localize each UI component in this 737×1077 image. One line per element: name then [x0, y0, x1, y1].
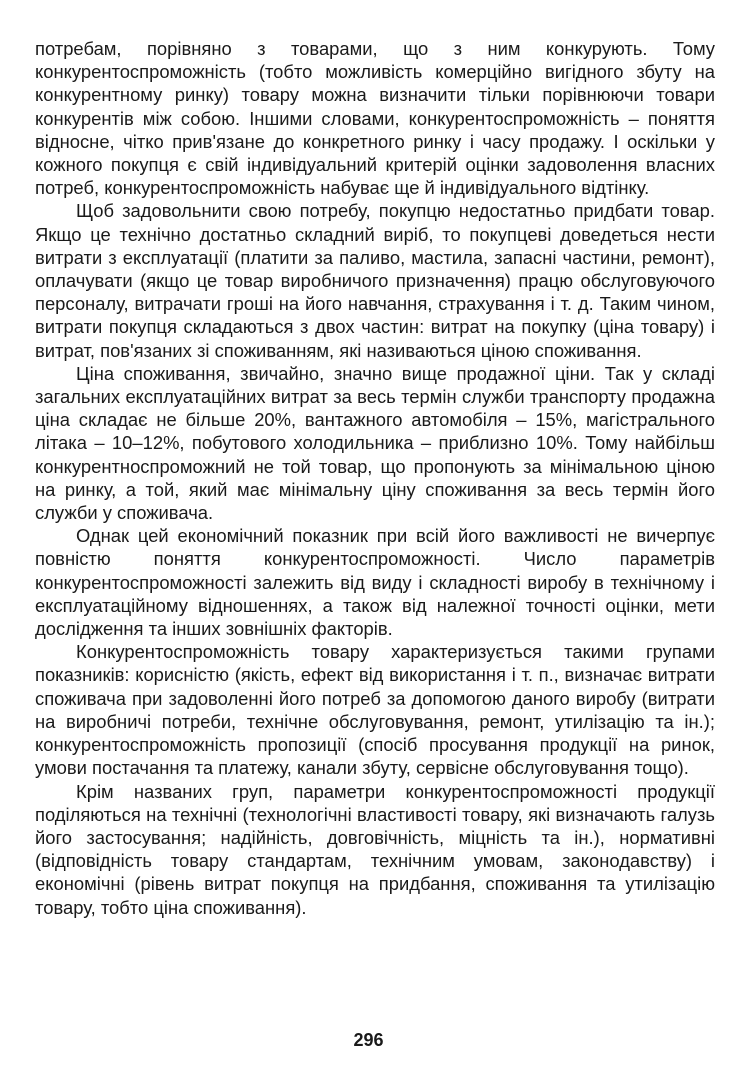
paragraph-6: Крім названих груп, параметри конкурентоспроможності продукції поділяються на технічні (технологічні властивості товару, які визначають галузь його застосування; надійність, довговічність, міцність та ін.), нормативні (відповідність товару стандартам, технічним умовам, законодавству) і економічні (рівень витрат покупця на придбання, споживання та утилізацію товару, тобто ціна споживання).	[35, 780, 715, 918]
paragraph-3: Ціна споживання, звичайно, значно вище продажної ціни. Так у складі загальних експлуатаційних витрат за весь термін служби транспорту продажна ціна складає не більше 20%, вантажного автомобіля – 15%, магістрального літака – 10–12%, побутового холодильника – приблизно 10%. Тому найбільш конкурентноспроможний не той товар, що пропонують за мінімальною ціною на ринку, а той, який має мінімальну ціну споживання за весь термін його служби у споживача.	[35, 362, 715, 524]
paragraph-5: Конкурентоспроможність товару характеризується такими групами показників: корисністю (якість, ефект від використання і т. п., визначає витрати споживача при задоволенні його потреб за допомогою даного виробу (витрати на виробничі потреби, технічне обслуговування, ремонт, утилізацію та ін.); конкурентоспроможність пропозиції (спосіб просування продукції на ринок, умови постачання та платежу, канали збуту, сервісне обслуговування тощо).	[35, 641, 715, 779]
paragraph-2: Щоб задовольнити свою потребу, покупцю недостатньо придбати товар. Якщо це технічно достатньо складний виріб, то покупцеві доведеться нести витрати з експлуатації (платити за паливо, мастила, запасні частини, ремонт), оплачувати (якщо це товар виробничого призначення) працю обслуговуючого персоналу, витрачати гроші на його навчання, страхування і т. д. Таким чином, витрати покупця складаються з двох частин: витрат на покупку (ціна товару) і витрат, пов'язаних зі споживанням, які називаються ціною споживання.	[35, 200, 715, 361]
paragraph-4: Однак цей економічний показник при всій його важливості не вичерпує повністю поняття конкурентоспроможності. Число параметрів конкурентоспроможності залежить від виду і складності виробу в технічному і експлуатаційному відношеннях, а також від належної точності оцінки, мети дослідження та інших зовнішніх факторів.	[35, 525, 715, 640]
paragraph-1: потребам, порівняно з товарами, що з ним конкурують. Тому конкурентоспроможність (тобто можливість комерційно вигідного збуту на конкурентному ринку) товару можна визначити тільки порівнюючи товари конкурентів між собою. Іншими словами, конкурентоспроможність – поняття відносне, чітко прив'язане до конкретного ринку і часу продажу. І оскільки у кожного покупця є свій індивідуальний критерій оцінки задоволення власних потреб, конкурентоспроможність набуває ще й індивідуального відтінку.	[35, 38, 715, 199]
page-number: 296	[353, 1030, 384, 1050]
